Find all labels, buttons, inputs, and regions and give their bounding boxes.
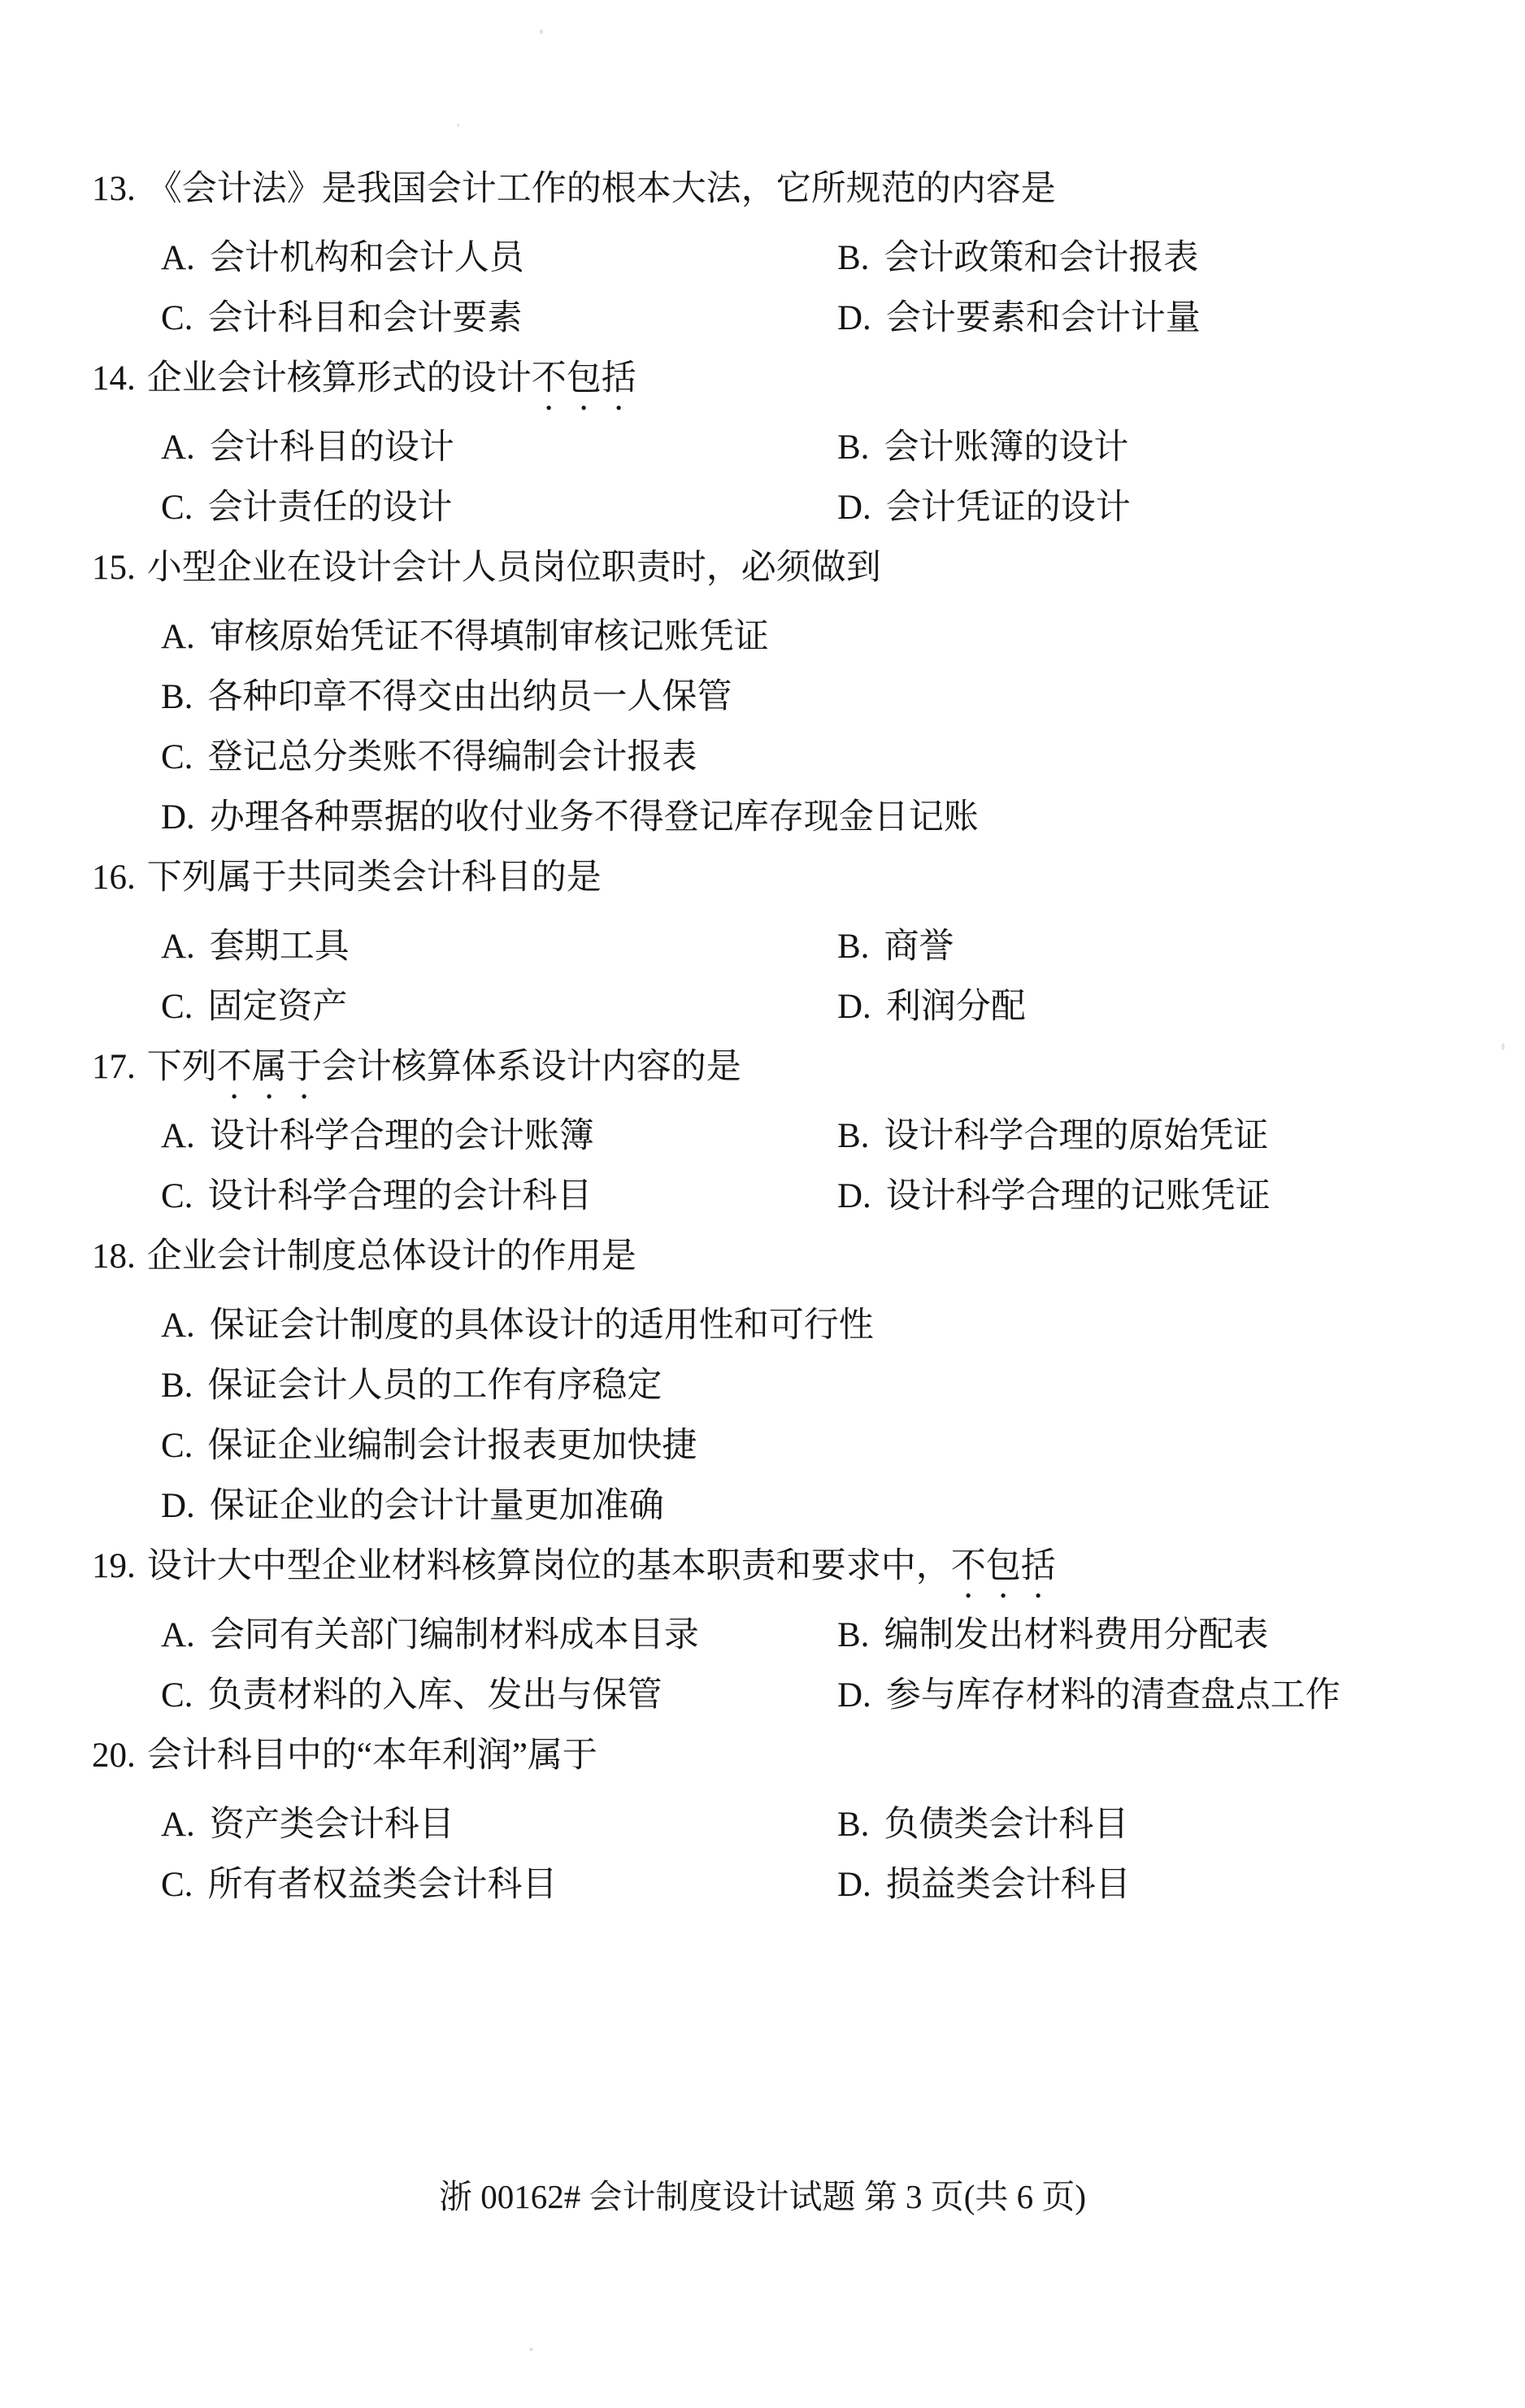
option-label: A. (161, 1117, 195, 1155)
option-18-a (161, 1296, 1484, 1356)
question-15 (92, 538, 1484, 848)
option-20-d (837, 1855, 1484, 1915)
question-13-stem-line (92, 159, 1484, 228)
option-19-b (837, 1606, 1484, 1666)
option-label: A. (161, 239, 195, 277)
option-14-b (837, 418, 1484, 478)
question-19 (92, 1537, 1484, 1726)
question-number: 19. (92, 1547, 136, 1585)
option-19-a (161, 1606, 837, 1666)
option-17-c (161, 1167, 837, 1227)
question-17 (92, 1037, 1484, 1227)
question-15-stem-line (92, 538, 1484, 607)
option-text: 设计科学合理的记账凭证 (885, 1177, 1271, 1215)
question-stem-emphasis: 不包括 (531, 359, 637, 398)
option-20-c (161, 1855, 837, 1915)
question-14-stem-line (92, 349, 1484, 418)
question-stem-post: 会计核算体系设计内容的是 (321, 1048, 741, 1086)
option-13-b (837, 228, 1484, 289)
option-label: D. (161, 1487, 195, 1525)
option-15-b (161, 667, 1484, 728)
option-text: 固定资产 (207, 988, 348, 1026)
option-18-b (161, 1356, 1484, 1416)
option-19-d (837, 1666, 1484, 1726)
question-16-options (161, 917, 1484, 1037)
option-label: A. (161, 1616, 195, 1654)
question-14-options (161, 418, 1484, 538)
question-stem-emphasis: 不包括 (950, 1547, 1056, 1585)
page-footer: 浙 00162# 会计制度设计试题 第 3 页(共 6 页) (438, 2178, 1087, 2215)
option-text: 审核原始凭证不得填制审核记账凭证 (209, 618, 769, 656)
question-18 (92, 1227, 1484, 1537)
option-label: A. (161, 1306, 195, 1345)
question-number: 15. (92, 549, 136, 587)
option-16-a (161, 917, 837, 977)
option-14-d (837, 478, 1484, 538)
scan-artifact (529, 2348, 533, 2351)
question-number: 16. (92, 858, 136, 897)
scan-artifact (457, 124, 459, 127)
option-label: A. (161, 928, 195, 966)
option-16-d (837, 977, 1484, 1037)
option-label: C. (161, 1177, 193, 1215)
question-19-options (161, 1606, 1484, 1726)
option-label: C. (161, 299, 193, 337)
question-15-options (161, 607, 1484, 848)
option-label: D. (837, 1177, 871, 1215)
question-18-stem-line (92, 1227, 1484, 1296)
option-15-c (161, 728, 1484, 788)
option-label: B. (837, 1117, 870, 1155)
option-17-a (161, 1106, 837, 1167)
option-13-a (161, 228, 837, 289)
option-text: 负债类会计科目 (884, 1806, 1129, 1844)
option-label: C. (161, 988, 193, 1026)
option-text: 设计科学合理的会计账簿 (209, 1117, 594, 1155)
option-text: 会计凭证的设计 (885, 489, 1131, 527)
option-text: 登记总分类账不得编制会计报表 (207, 738, 697, 776)
option-15-d (161, 788, 1484, 848)
question-20-options (161, 1795, 1484, 1915)
option-label: D. (837, 1866, 871, 1904)
option-text: 会计科目的设计 (209, 428, 454, 467)
option-14-c (161, 478, 837, 538)
scan-artifact (1501, 1043, 1505, 1050)
option-label: A. (161, 618, 195, 656)
option-13-c (161, 289, 837, 349)
option-text: 会计科目和会计要素 (207, 299, 523, 337)
question-list (92, 159, 1484, 1915)
question-stem: 会计科目中的“本年利润”属于 (146, 1736, 597, 1775)
question-stem: 下列 (146, 1048, 217, 1086)
question-17-stem-line (92, 1037, 1484, 1106)
option-label: B. (837, 928, 870, 966)
option-text: 设计科学合理的会计科目 (207, 1177, 593, 1215)
option-label: B. (837, 428, 870, 467)
question-stem: 设计大中型企业材料核算岗位的基本职责和要求中， (146, 1547, 951, 1585)
question-number: 18. (92, 1237, 136, 1276)
question-16 (92, 848, 1484, 1037)
option-text: 会计账簿的设计 (884, 428, 1129, 467)
option-label: C. (161, 1427, 193, 1465)
option-label: D. (837, 988, 871, 1026)
option-text: 利润分配 (885, 988, 1026, 1026)
question-number: 20. (92, 1736, 136, 1775)
option-text: 保证会计制度的具体设计的适用性和可行性 (209, 1306, 874, 1345)
question-13 (92, 159, 1484, 349)
option-text: 会计政策和会计报表 (884, 239, 1199, 277)
question-17-options (161, 1106, 1484, 1227)
scan-artifact (540, 29, 543, 34)
question-19-stem-line (92, 1537, 1484, 1606)
option-20-b (837, 1795, 1484, 1855)
question-number: 14. (92, 359, 136, 398)
option-label: D. (161, 798, 195, 837)
question-20 (92, 1726, 1484, 1915)
option-14-a (161, 418, 837, 478)
option-text: 会同有关部门编制材料成本目录 (209, 1616, 699, 1654)
option-18-d (161, 1476, 1484, 1537)
question-20-stem-line (92, 1726, 1484, 1795)
option-text: 会计要素和会计计量 (885, 299, 1201, 337)
option-label: D. (837, 489, 871, 527)
option-label: C. (161, 489, 193, 527)
option-18-c (161, 1416, 1484, 1476)
option-17-b (837, 1106, 1484, 1167)
question-stem: 小型企业在设计会计人员岗位职责时，必须做到 (146, 549, 881, 587)
option-text: 套期工具 (209, 928, 350, 966)
question-stem: 企业会计制度总体设计的作用是 (146, 1237, 637, 1276)
question-16-stem-line (92, 848, 1484, 917)
question-stem: 下列属于共同类会计科目的是 (146, 858, 602, 897)
option-text: 办理各种票据的收付业务不得登记库存现金日记账 (209, 798, 979, 837)
option-text: 商誉 (884, 928, 954, 966)
option-text: 设计科学合理的原始凭证 (884, 1117, 1269, 1155)
question-14 (92, 349, 1484, 538)
option-text: 会计机构和会计人员 (209, 239, 524, 277)
option-15-a (161, 607, 1484, 667)
option-text: 保证会计人员的工作有序稳定 (207, 1367, 663, 1405)
option-text: 所有者权益类会计科目 (207, 1866, 558, 1904)
question-number: 13. (92, 170, 136, 208)
option-label: D. (837, 299, 871, 337)
option-text: 参与库存材料的清查盘点工作 (885, 1676, 1340, 1715)
option-text: 会计责任的设计 (207, 489, 453, 527)
option-text: 各种印章不得交由出纳员一人保管 (207, 678, 732, 716)
question-stem: 企业会计核算形式的设计 (146, 359, 532, 398)
option-text: 保证企业的会计计量更加准确 (209, 1487, 664, 1525)
option-text: 编制发出材料费用分配表 (884, 1616, 1269, 1654)
option-17-d (837, 1167, 1484, 1227)
option-16-c (161, 977, 837, 1037)
option-label: B. (837, 1616, 870, 1654)
option-13-d (837, 289, 1484, 349)
option-label: C. (161, 1866, 193, 1904)
option-label: B. (837, 239, 870, 277)
question-13-options (161, 228, 1484, 349)
option-label: C. (161, 738, 193, 776)
option-text: 资产类会计科目 (209, 1806, 454, 1844)
option-label: A. (161, 428, 195, 467)
option-text: 保证企业编制会计报表更加快捷 (207, 1427, 697, 1465)
option-label: B. (161, 1367, 193, 1405)
option-label: D. (837, 1676, 871, 1715)
question-18-options (161, 1296, 1484, 1537)
question-stem-emphasis: 不属于 (216, 1048, 322, 1086)
option-19-c (161, 1666, 837, 1726)
question-stem: 《会计法》是我国会计工作的根本大法，它所规范的内容是 (146, 170, 1056, 208)
option-label: B. (161, 678, 193, 716)
option-label: C. (161, 1676, 193, 1715)
option-text: 损益类会计科目 (885, 1866, 1131, 1904)
option-label: A. (161, 1806, 195, 1844)
option-16-b (837, 917, 1484, 977)
question-number: 17. (92, 1048, 136, 1086)
option-label: B. (837, 1806, 870, 1844)
option-text: 负责材料的入库、发出与保管 (207, 1676, 663, 1715)
option-20-a (161, 1795, 837, 1855)
